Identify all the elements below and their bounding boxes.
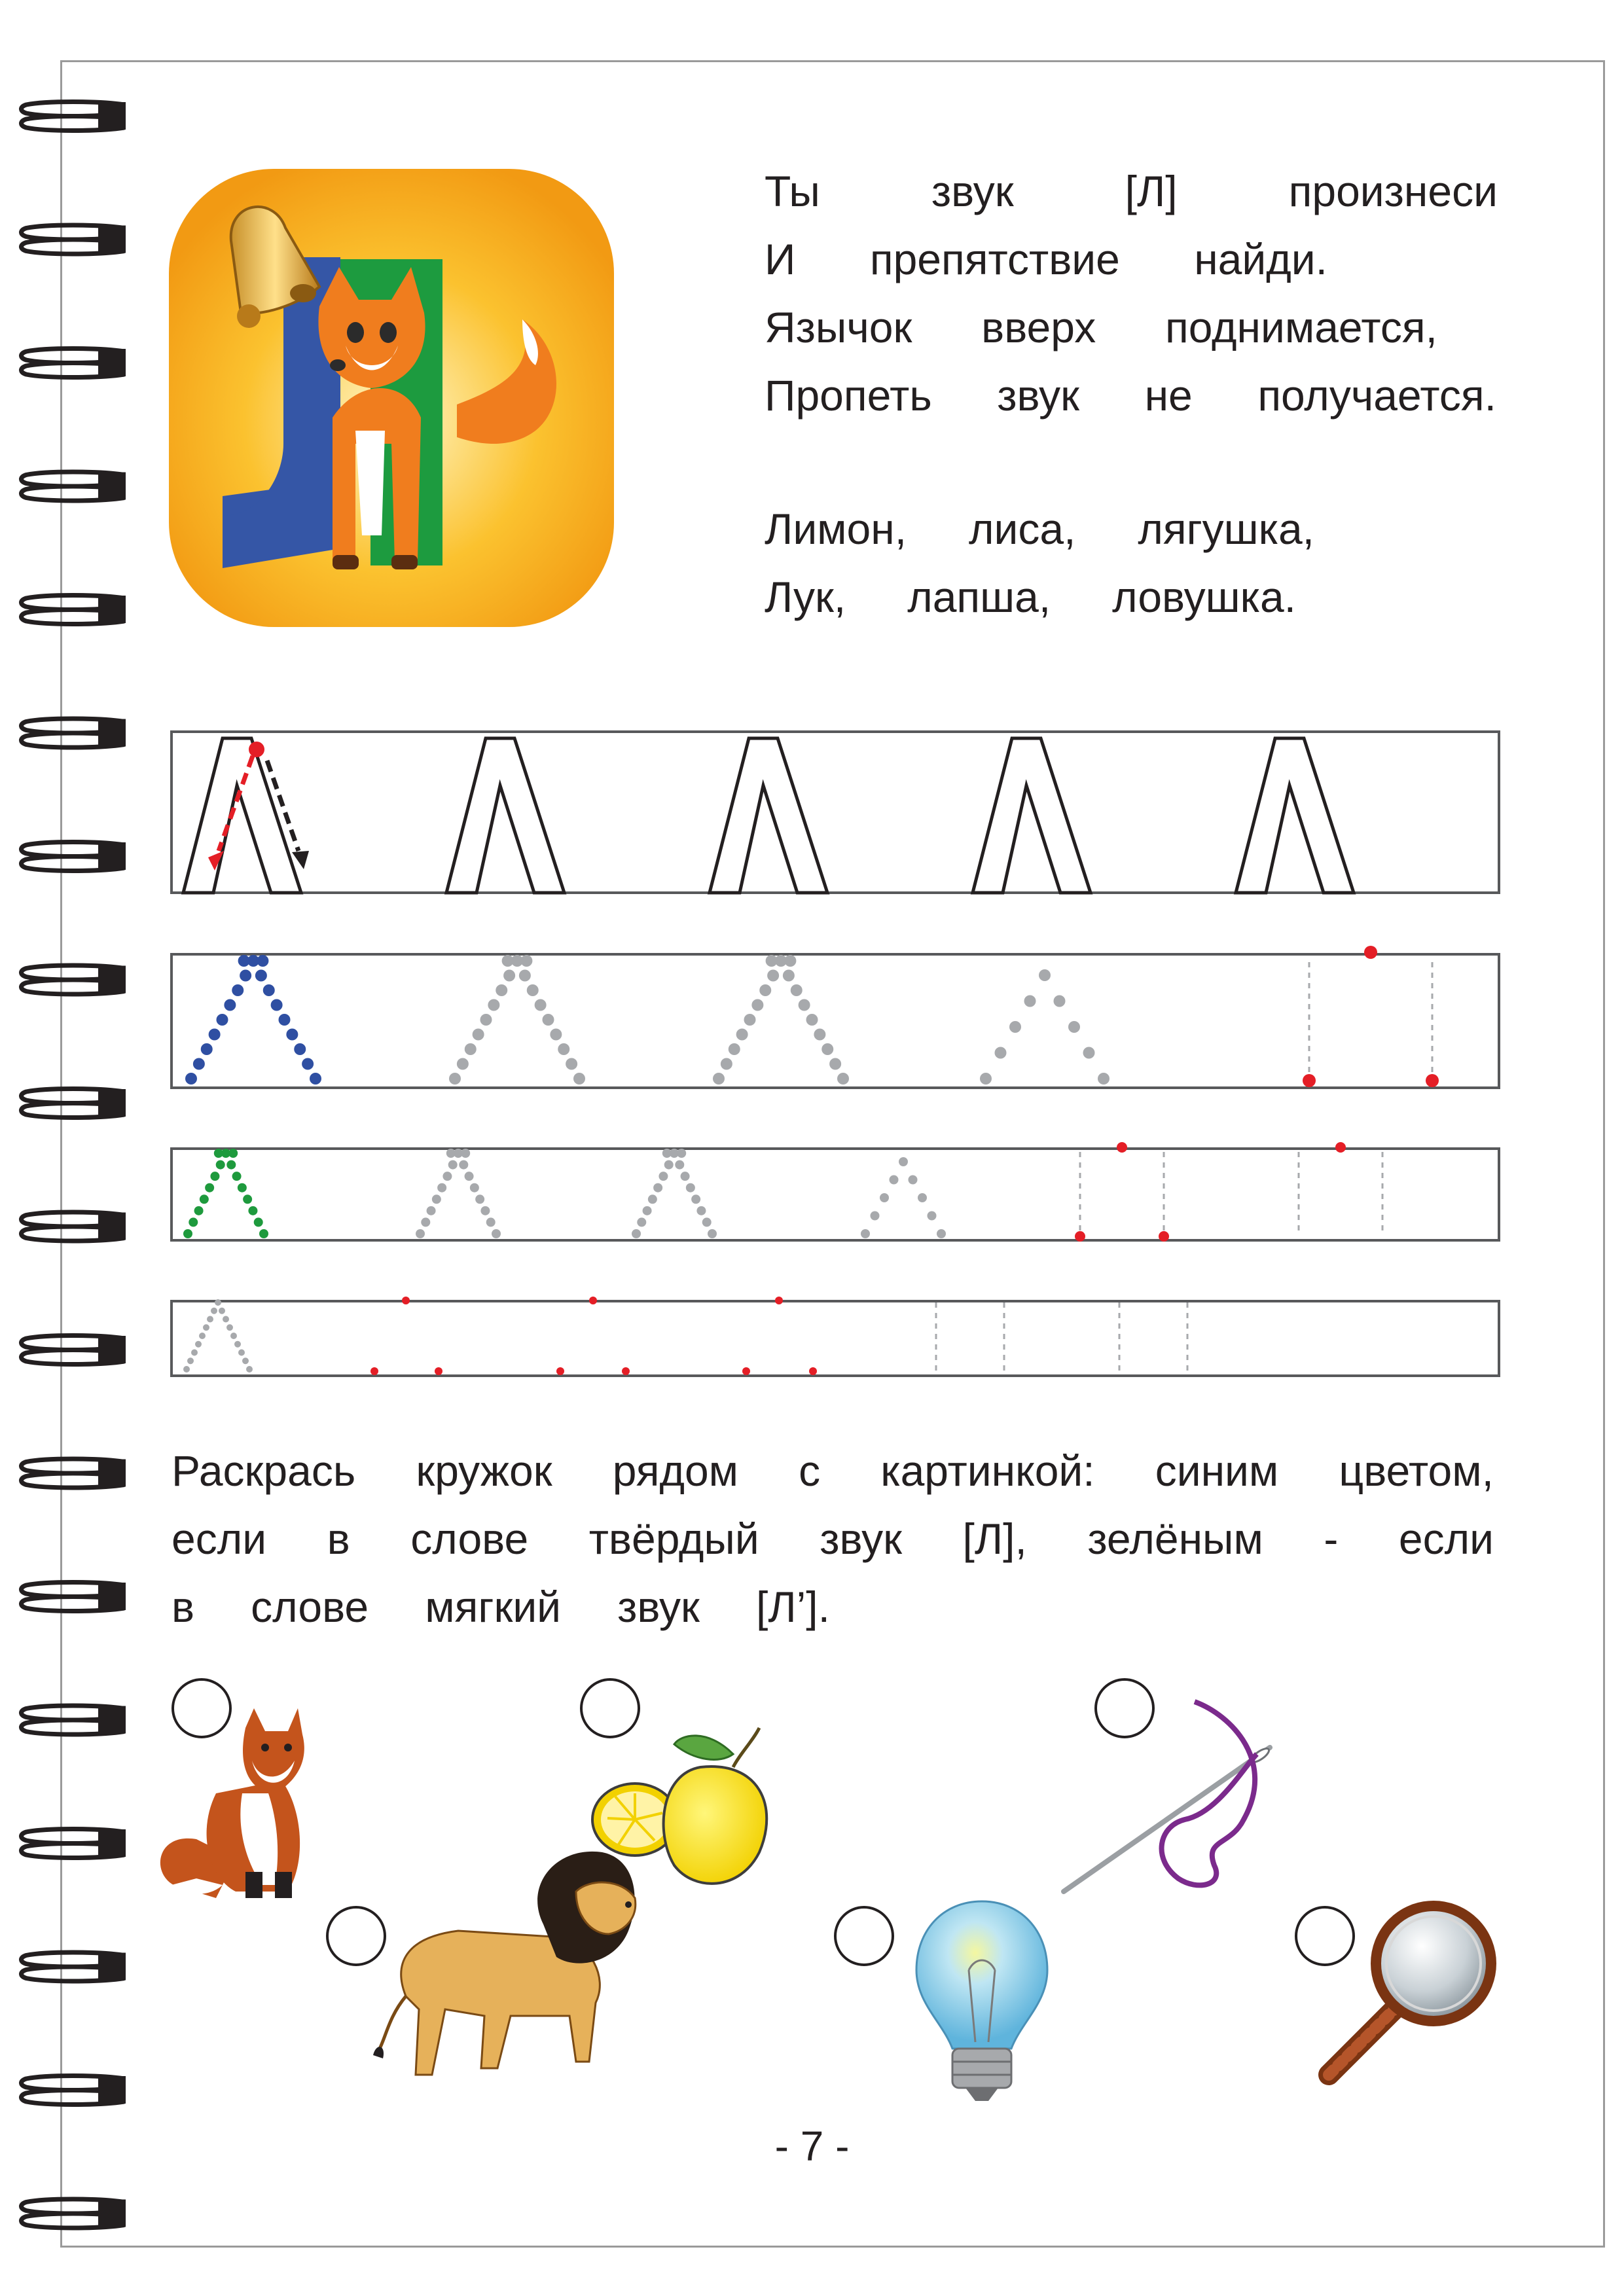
instruction-line-2: если в слове твёрдый звук [Л], зелёным - если: [171, 1515, 1494, 1563]
binding-ring: [22, 1089, 126, 1118]
fox-picture: [160, 1708, 304, 1898]
circle-fox[interactable]: [173, 1679, 230, 1737]
binding-ring: [22, 596, 126, 624]
circle-lion[interactable]: [327, 1907, 385, 1965]
binding-ring: [22, 965, 126, 994]
binding-ring: [22, 102, 126, 131]
binding-ring: [22, 1212, 126, 1241]
binding-ring: [22, 1459, 126, 1488]
instruction-line-1: Раскрась кружок рядом с картинкой: синим цветом,: [171, 1446, 1494, 1495]
poem-line-3: Язычок вверх поднимается,: [765, 303, 1437, 351]
instruction-line-3: в слове мягкий звук [Л’].: [171, 1583, 830, 1631]
instruction: [171, 1437, 1494, 1641]
binding-ring: [22, 349, 126, 378]
binding-ring: [22, 472, 126, 501]
binding-ring: [22, 2199, 126, 2228]
binding-ring: [22, 719, 126, 747]
page-number: - 7 -: [774, 2123, 850, 2170]
poem-line-2: И препятствие найди.: [765, 235, 1327, 283]
letter-badge: [169, 169, 614, 627]
poem: [765, 157, 1498, 631]
circle-magnifier[interactable]: [1296, 1907, 1354, 1965]
binding-ring: [22, 842, 126, 871]
lion-picture: [373, 1852, 636, 2075]
needle-picture: [1064, 1702, 1271, 1892]
circle-bulb[interactable]: [835, 1907, 893, 1965]
pictures-area: [0, 1676, 1624, 2134]
bulb-picture: [916, 1901, 1047, 2101]
poem-line-4: Пропеть звук не получается.: [765, 371, 1496, 420]
poem-line-1: Ты звук [Л] произнеси: [765, 167, 1498, 215]
binding-ring: [22, 1583, 126, 1611]
words-line-1: Лимон, лиса, лягушка,: [765, 505, 1314, 553]
words-line-2: Лук, лапша, ловушка.: [765, 573, 1296, 621]
circle-needle[interactable]: [1096, 1679, 1153, 1737]
binding-ring: [22, 1336, 126, 1365]
binding-ring: [22, 225, 126, 254]
circle-lemon[interactable]: [581, 1679, 639, 1737]
